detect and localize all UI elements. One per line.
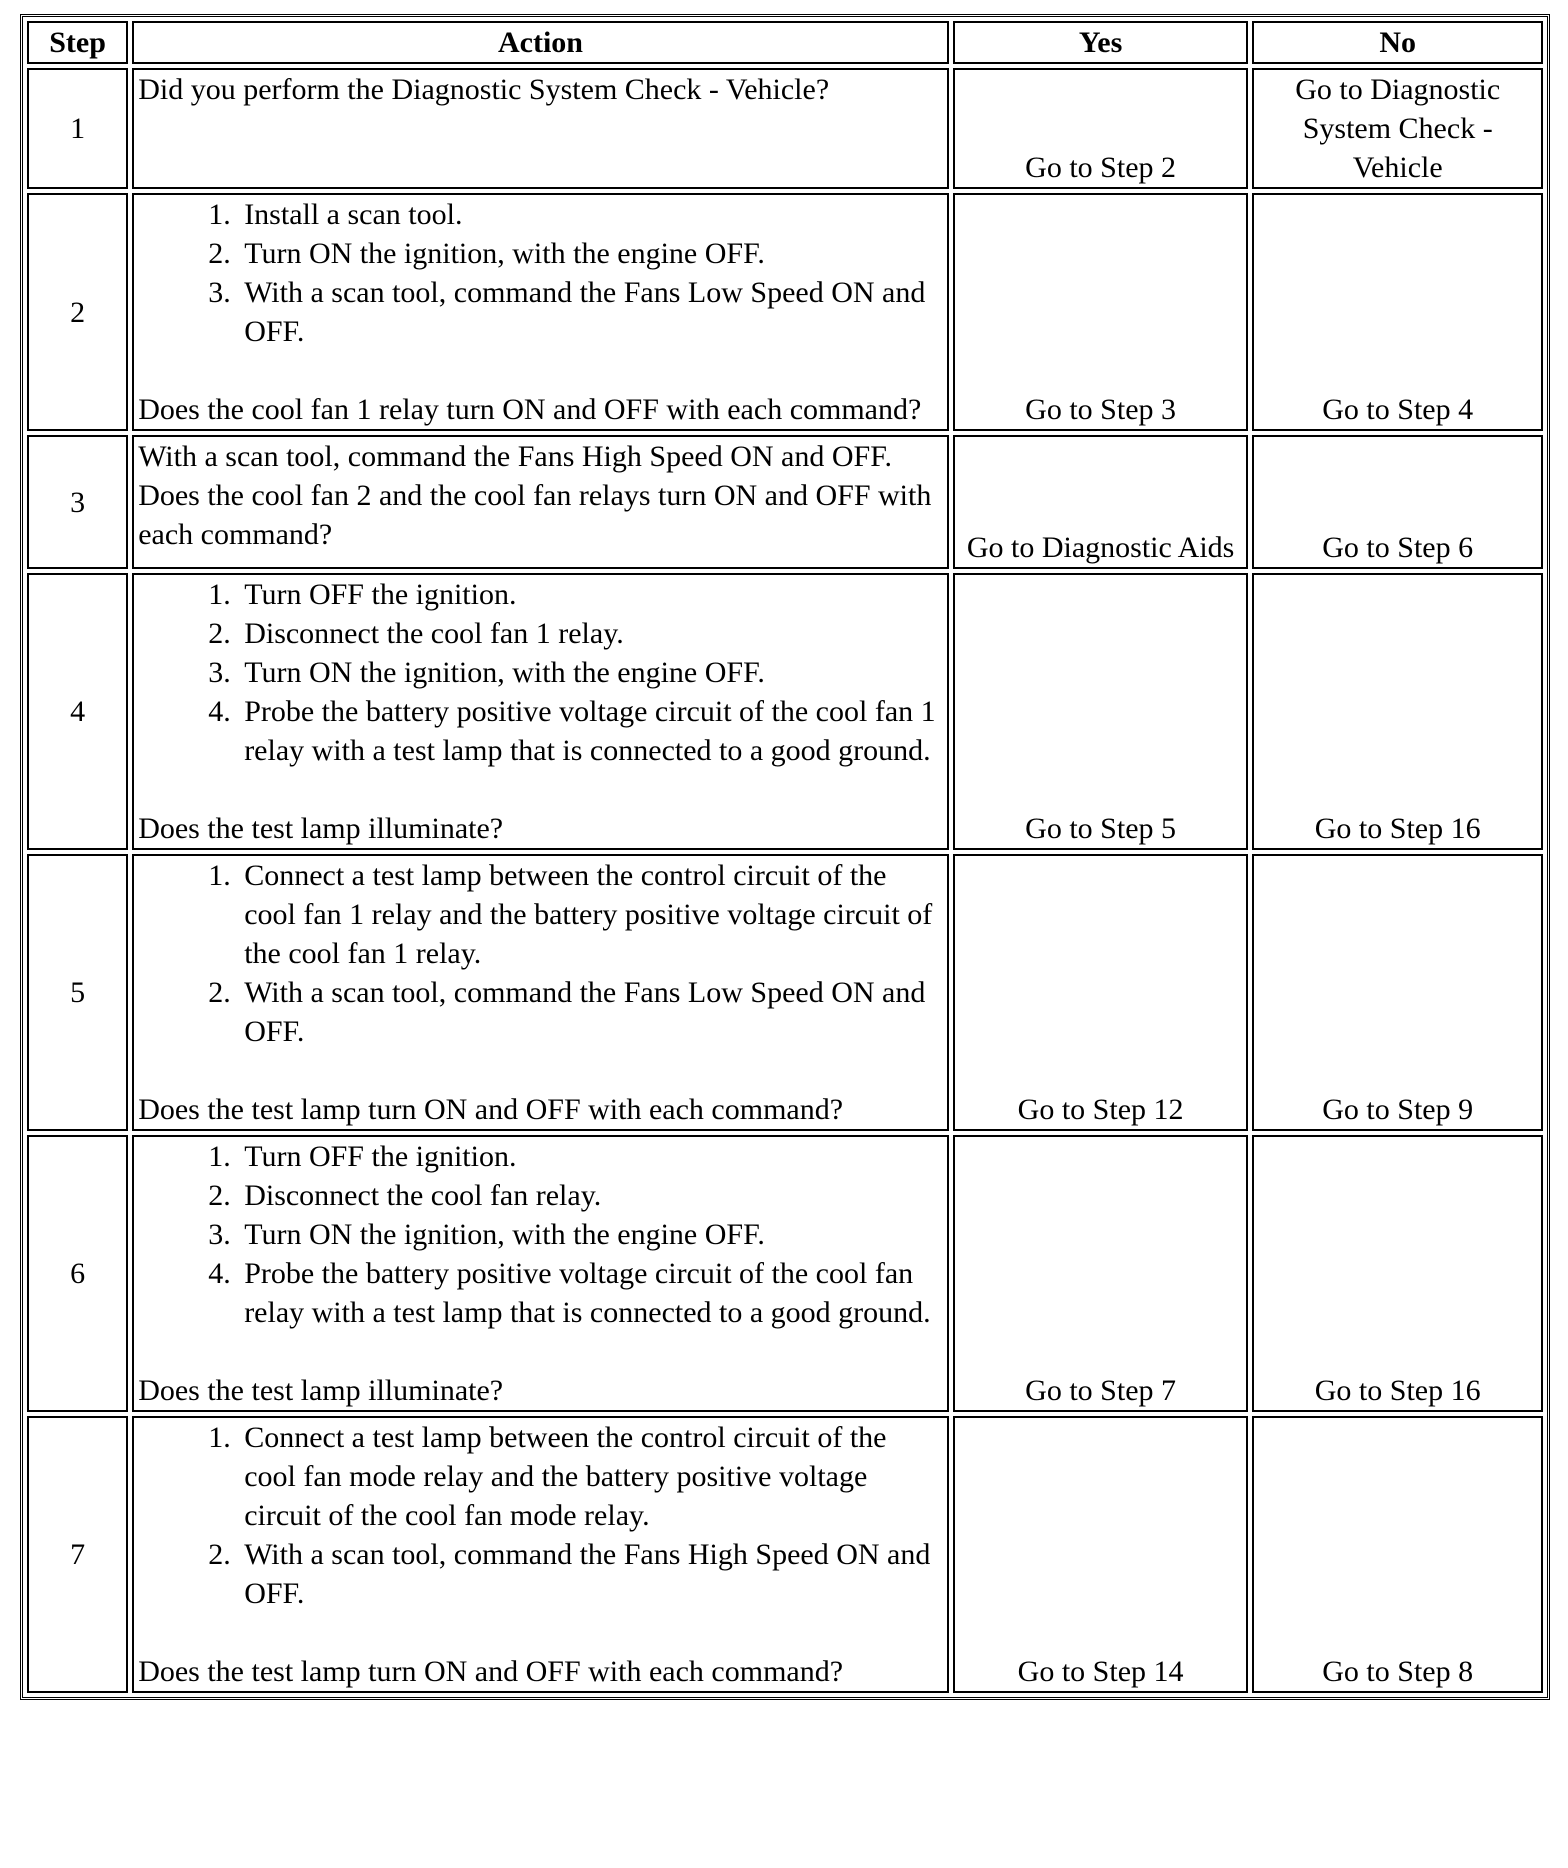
header-step: Step xyxy=(27,21,128,64)
yes-result: Go to Diagnostic Aids xyxy=(953,435,1249,569)
action-step-item: 1. Connect a test lamp between the control circuit of the cool fan mode relay and the battery positive voltage circuit of the cool fan mode relay. xyxy=(238,1418,943,1535)
diagnostic-table-container xyxy=(20,14,1550,1700)
table-row xyxy=(27,193,1543,431)
action-cell xyxy=(132,435,949,569)
action-question: Does the test lamp illuminate? xyxy=(138,812,504,845)
action-step-item: 2. Disconnect the cool fan 1 relay. xyxy=(238,614,943,653)
action-step-item: 2. With a scan tool, command the Fans Low Speed ON and OFF. xyxy=(238,973,943,1051)
table-body xyxy=(27,68,1543,1693)
table-row xyxy=(27,854,1543,1131)
no-result: Go to Step 9 xyxy=(1252,854,1543,1131)
action-steps-list xyxy=(138,195,943,351)
table-row xyxy=(27,68,1543,189)
table-row xyxy=(27,1416,1543,1693)
action-step-item: 2. With a scan tool, command the Fans High Speed ON and OFF. xyxy=(238,1535,943,1613)
action-cell xyxy=(132,854,949,1131)
action-steps-list xyxy=(138,575,943,770)
step-number: 7 xyxy=(27,1416,128,1693)
table-row xyxy=(27,435,1543,569)
action-step-item: 1. Connect a test lamp between the control circuit of the cool fan 1 relay and the battery positive voltage circuit of the cool fan 1 relay. xyxy=(238,856,943,973)
action-steps-list xyxy=(138,1418,943,1613)
step-number: 6 xyxy=(27,1135,128,1412)
action-cell xyxy=(132,573,949,850)
action-question: Does the test lamp illuminate? xyxy=(138,1374,504,1407)
action-step-item: 1. Install a scan tool. xyxy=(238,195,943,234)
yes-result: Go to Step 14 xyxy=(953,1416,1249,1693)
no-result: Go to Step 8 xyxy=(1252,1416,1543,1693)
header-action: Action xyxy=(132,21,949,64)
yes-result: Go to Step 12 xyxy=(953,854,1249,1131)
action-intro: Did you perform the Diagnostic System Check - Vehicle? xyxy=(138,73,830,106)
header-row xyxy=(27,21,1543,64)
action-question: Does the test lamp turn ON and OFF with each command? xyxy=(138,1655,844,1688)
action-cell xyxy=(132,68,949,189)
action-step-item: 4. Probe the battery positive voltage circuit of the cool fan 1 relay with a test lamp that is connected to a good ground. xyxy=(238,692,943,770)
table-row xyxy=(27,1135,1543,1412)
table-row xyxy=(27,573,1543,850)
no-result: Go to Step 4 xyxy=(1252,193,1543,431)
action-steps-list xyxy=(138,1137,943,1332)
step-number: 1 xyxy=(27,68,128,189)
action-cell xyxy=(132,1416,949,1693)
action-step-item: 3. With a scan tool, command the Fans Low Speed ON and OFF. xyxy=(238,273,943,351)
no-result: Go to Diagnostic System Check - Vehicle xyxy=(1252,68,1543,189)
header-yes: Yes xyxy=(953,21,1249,64)
action-cell xyxy=(132,1135,949,1412)
action-question: Does the cool fan 1 relay turn ON and OFF with each command? xyxy=(138,393,922,426)
no-result: Go to Step 16 xyxy=(1252,573,1543,850)
header-no: No xyxy=(1252,21,1543,64)
no-result: Go to Step 6 xyxy=(1252,435,1543,569)
action-step-item: 1. Turn OFF the ignition. xyxy=(238,575,943,614)
no-result: Go to Step 16 xyxy=(1252,1135,1543,1412)
action-step-item: 2. Turn ON the ignition, with the engine OFF. xyxy=(238,234,943,273)
action-step-item: 4. Probe the battery positive voltage circuit of the cool fan relay with a test lamp that is connected to a good ground. xyxy=(238,1254,943,1332)
step-number: 2 xyxy=(27,193,128,431)
action-step-item: 1. Turn OFF the ignition. xyxy=(238,1137,943,1176)
step-number: 5 xyxy=(27,854,128,1131)
action-step-item: 3. Turn ON the ignition, with the engine OFF. xyxy=(238,1215,943,1254)
action-cell xyxy=(132,193,949,431)
action-step-item: 3. Turn ON the ignition, with the engine OFF. xyxy=(238,653,943,692)
diagnostic-table xyxy=(20,14,1550,1700)
step-number: 3 xyxy=(27,435,128,569)
action-question: Does the test lamp turn ON and OFF with each command? xyxy=(138,1093,844,1126)
yes-result: Go to Step 5 xyxy=(953,573,1249,850)
action-steps-list xyxy=(138,856,943,1051)
yes-result: Go to Step 2 xyxy=(953,68,1249,189)
yes-result: Go to Step 7 xyxy=(953,1135,1249,1412)
action-question: Does the cool fan 2 and the cool fan relays turn ON and OFF with each command? xyxy=(138,479,932,551)
yes-result: Go to Step 3 xyxy=(953,193,1249,431)
step-number: 4 xyxy=(27,573,128,850)
action-intro: With a scan tool, command the Fans High Speed ON and OFF. xyxy=(138,440,892,473)
action-step-item: 2. Disconnect the cool fan relay. xyxy=(238,1176,943,1215)
